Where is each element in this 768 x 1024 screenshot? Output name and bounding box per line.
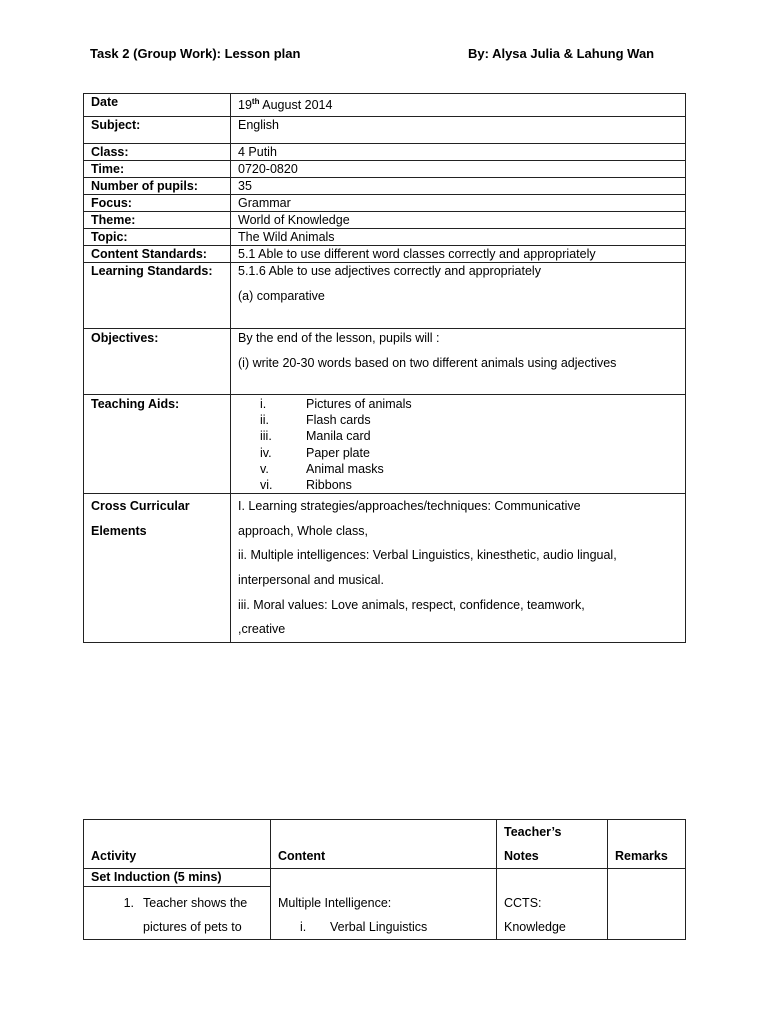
table-row (84, 494, 686, 643)
content-standards-label: Content Standards: (84, 246, 231, 263)
table-row (84, 161, 686, 178)
content-line-2: Verbal Linguistics (330, 919, 428, 934)
content-roman: i. (300, 919, 307, 934)
topic-value: The Wild Animals (231, 229, 686, 246)
step-text-1: Teacher shows the (143, 896, 248, 910)
objectives-line-1: By the end of the lesson, pupils will : (238, 331, 440, 345)
content-line-1: Multiple Intelligence: (278, 895, 392, 910)
focus-label: Focus: (84, 195, 231, 212)
teaching-aids-value (231, 395, 686, 494)
list-item: ii. Flash cards (260, 413, 371, 428)
list-item: vi. Ribbons (260, 477, 352, 492)
list-item: iii. Manila card (260, 429, 371, 444)
cross-line: ,creative (238, 622, 286, 637)
activity-notes (497, 887, 608, 940)
cross-curricular-label: Cross Curricular Elements (84, 494, 231, 643)
table-row (84, 887, 686, 940)
column-header-activity: Activity (84, 820, 271, 869)
document-authors: By: Alysa Julia & Lahung Wan (468, 46, 655, 61)
date-value (231, 94, 686, 117)
theme-value: World of Knowledge (231, 212, 686, 229)
subject-label: Subject: (84, 117, 231, 144)
cross-line: approach, Whole class, (238, 523, 368, 538)
section-set-induction: Set Induction (5 mins) (84, 869, 271, 887)
objectives-value (231, 329, 686, 395)
notes-line-1: CCTS: (504, 895, 542, 910)
class-label: Class: (84, 144, 231, 161)
step-number: 1. (123, 896, 134, 910)
content-standards-value: 5.1 Able to use different word classes correctly and appropriately (231, 246, 686, 263)
table-row (84, 212, 686, 229)
pupils-label: Number of pupils: (84, 178, 231, 195)
activity-table (83, 819, 686, 940)
table-header-row (84, 820, 686, 869)
objectives-line-2: (i) write 20-30 words based on two different animals using adjectives (238, 356, 617, 370)
activity-remarks (608, 887, 686, 940)
table-row (84, 195, 686, 212)
table-row (84, 329, 686, 395)
cross-curricular-value (231, 494, 686, 643)
column-header-notes: Teacher’s Notes (497, 820, 608, 869)
table-row (84, 178, 686, 195)
time-value: 0720-0820 (231, 161, 686, 178)
table-row (84, 395, 686, 494)
date-label: Date (84, 94, 231, 117)
table-row (84, 144, 686, 161)
table-row (84, 94, 686, 117)
notes-line-2: Knowledge (504, 919, 566, 934)
activity-content (271, 887, 497, 940)
table-row (84, 869, 686, 887)
teaching-aids-label: Teaching Aids: (84, 395, 231, 494)
document-title: Task 2 (Group Work): Lesson plan (90, 46, 301, 61)
teaching-aids-list (238, 396, 678, 493)
learning-standards-value (231, 263, 686, 329)
learning-line-2: (a) comparative (238, 289, 325, 303)
class-value: 4 Putih (231, 144, 686, 161)
step-text-2: pictures of pets to (143, 920, 242, 934)
date-suffix: th (251, 97, 260, 106)
table-row (84, 246, 686, 263)
learning-standards-label: Learning Standards: (84, 263, 231, 329)
pupils-value: 35 (231, 178, 686, 195)
table-row (84, 263, 686, 329)
focus-value: Grammar (231, 195, 686, 212)
activity-step (84, 887, 271, 940)
topic-label: Topic: (84, 229, 231, 246)
list-item: iv. Paper plate (260, 445, 370, 460)
cross-line: ii. Multiple intelligences: Verbal Linguistics, kinesthetic, audio lingual, (238, 548, 617, 563)
time-label: Time: (84, 161, 231, 178)
list-item: v. Animal masks (260, 461, 384, 476)
theme-label: Theme: (84, 212, 231, 229)
date-rest: August 2014 (259, 98, 333, 113)
cross-line: interpersonal and musical. (238, 572, 384, 587)
learning-line-1: 5.1.6 Able to use adjectives correctly and appropriately (238, 264, 541, 278)
column-header-remarks: Remarks (608, 820, 686, 869)
column-header-content: Content (271, 820, 497, 869)
table-row (84, 229, 686, 246)
cross-line: I. Learning strategies/approaches/techniques: Communicative (238, 499, 581, 514)
objectives-label: Objectives: (84, 329, 231, 395)
date-day: 19 (238, 98, 252, 113)
lesson-info-table (83, 93, 686, 643)
table-row (84, 117, 686, 144)
subject-value: English (231, 117, 686, 144)
cross-line: iii. Moral values: Love animals, respect, confidence, teamwork, (238, 597, 585, 612)
list-item: i. Pictures of animals (260, 397, 412, 411)
